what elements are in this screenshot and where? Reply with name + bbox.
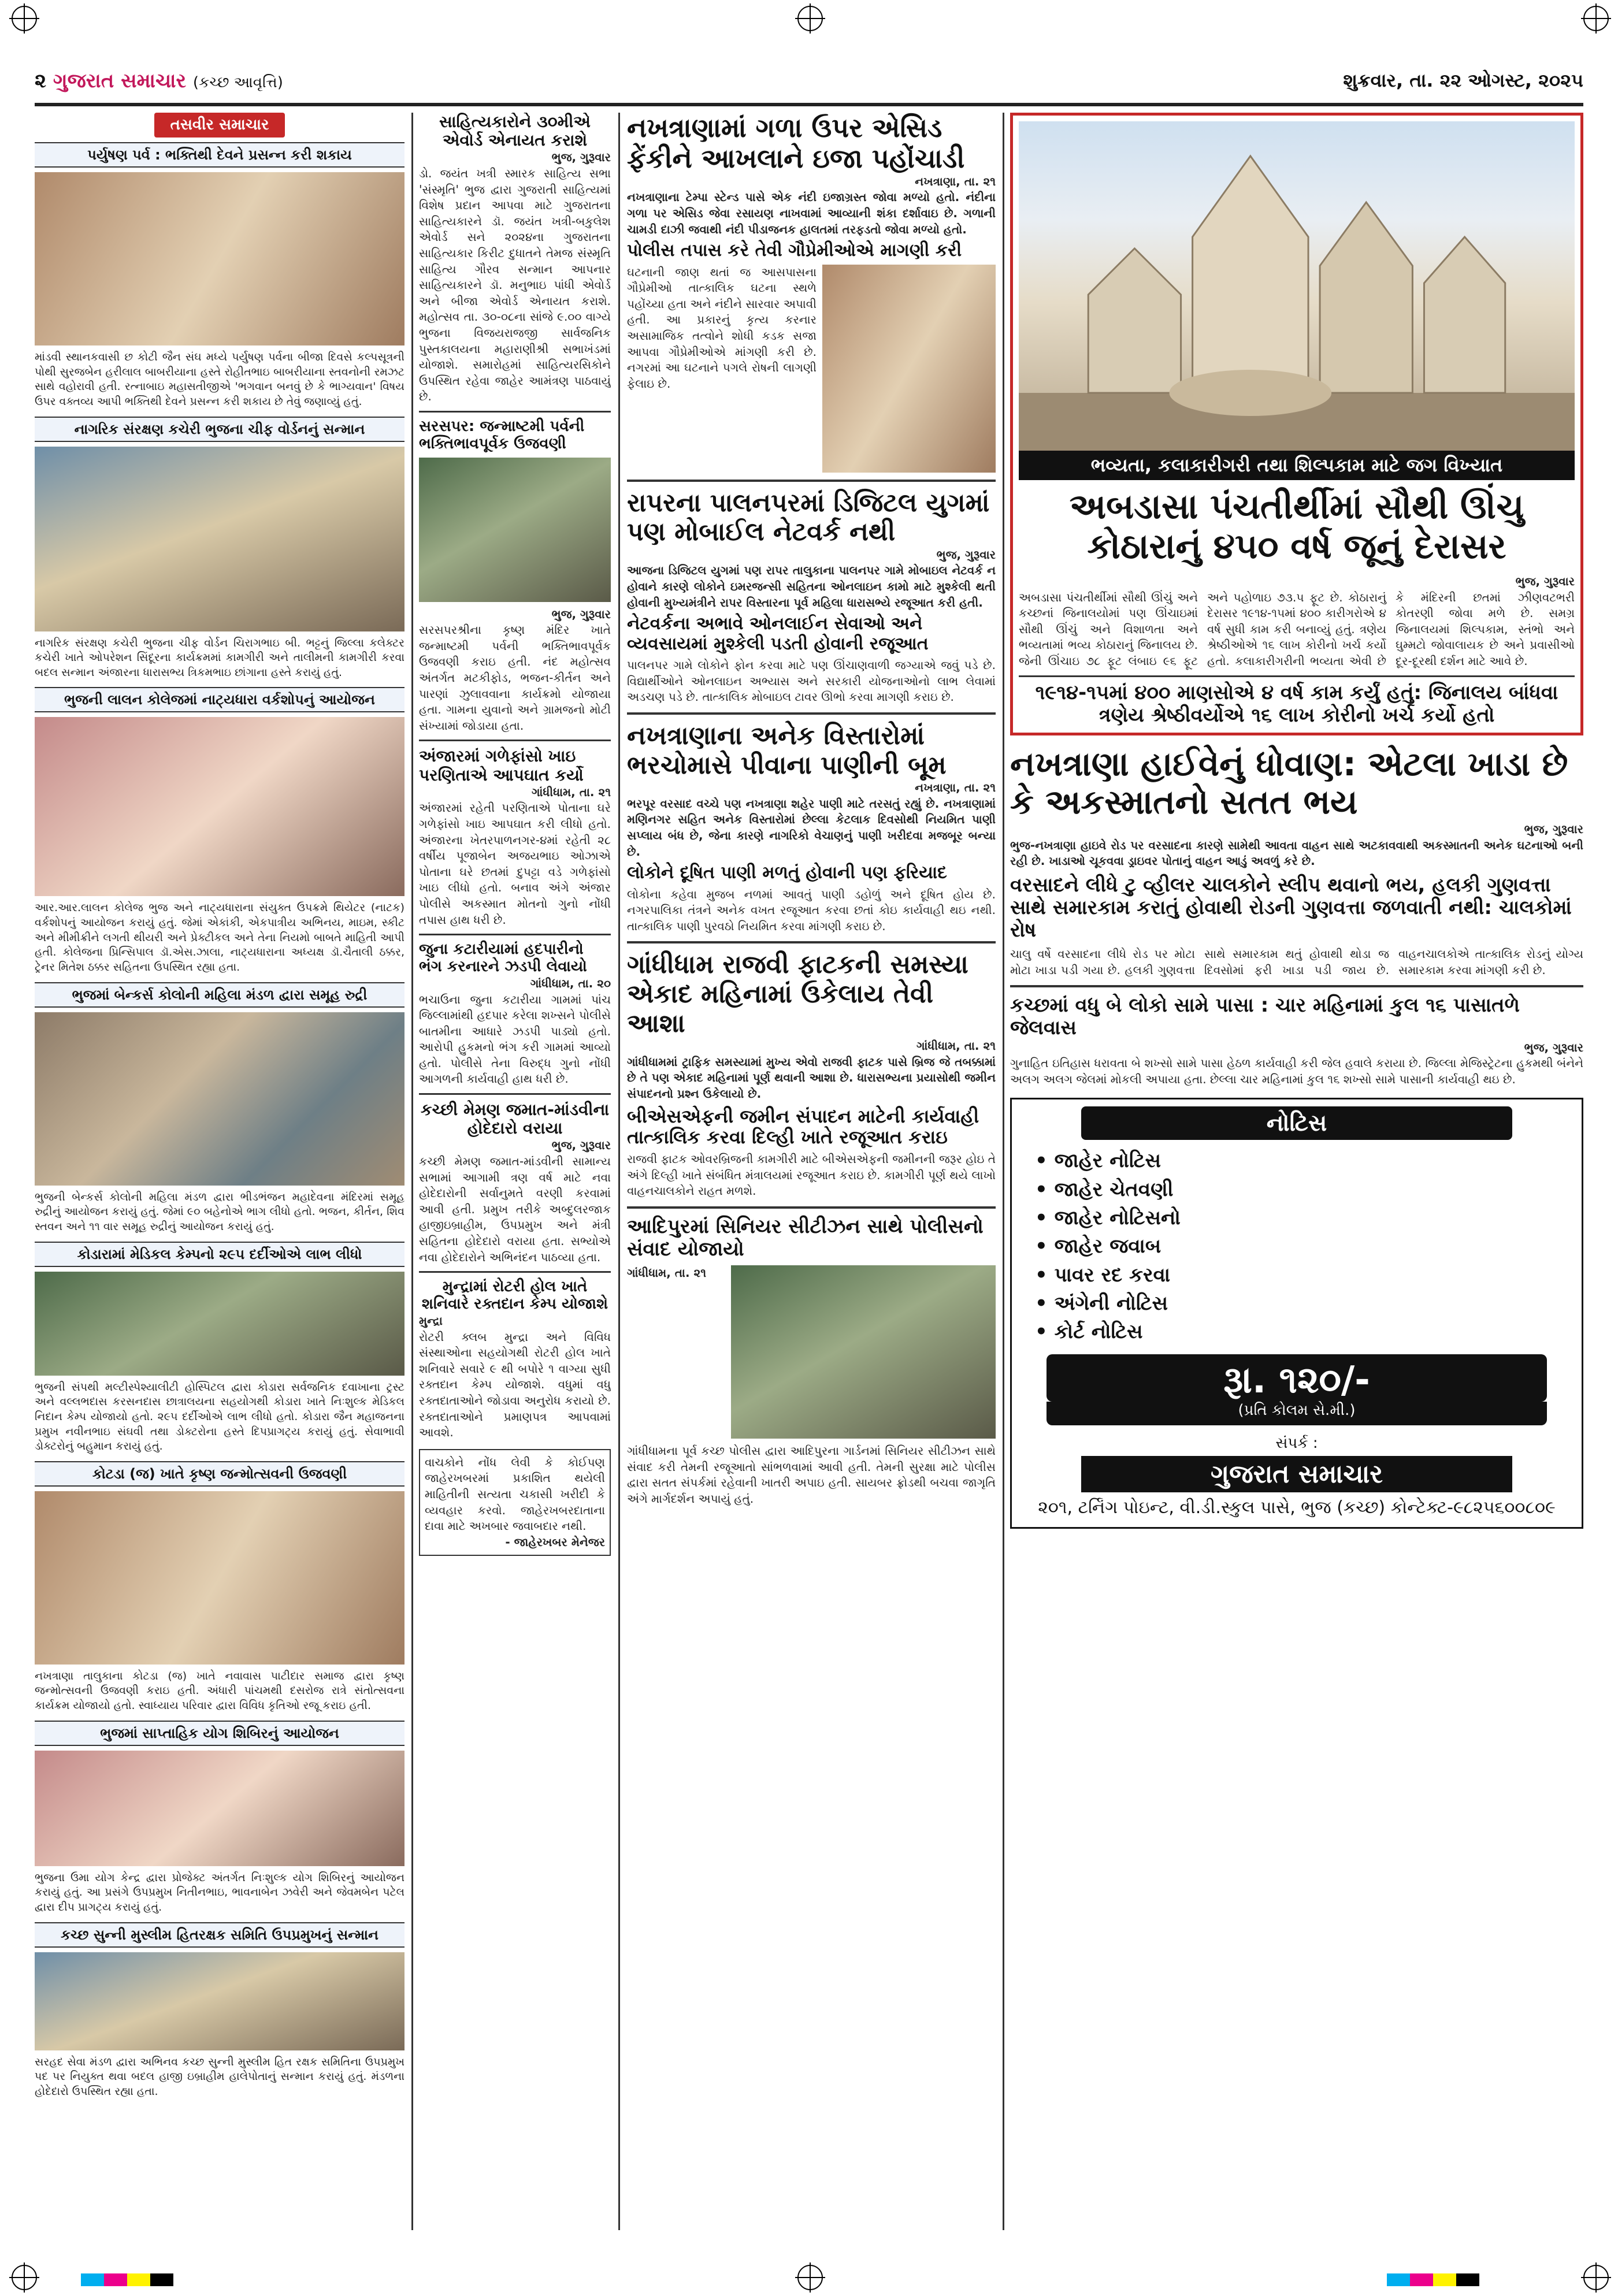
photo-caption: સરહદ સેવા મંડળ દ્વારા અભિનવ કચ્છ સુન્ની મુસ્લીમ હિત રક્ષક સમિતિના ઉપપ્રમુખ પદ પર નિયુક્ત થવા બદલ હાજી ઇબ્રાહીમ હાલેપોતાનું સન્માન કરાયું હતું. મંડળના હોદેદારો ઉપસ્થિત રહ્યા હતા. [35, 2055, 404, 2098]
photo-story [35, 142, 404, 410]
story-photo [35, 717, 404, 896]
meeting-photo [731, 1265, 996, 1439]
notice-heading: નોટિસ [1081, 1106, 1512, 1140]
article-water [627, 722, 996, 934]
notice-list [1012, 1147, 1582, 1346]
article-lead: નખત્રાણાના ટેમ્પા સ્ટેન્ડ પાસે એક નંદી ઇજાગ્રસ્ત જોવા મળ્યો હતો. નંદીના ગળા પર એસિડ જેવા રસાયણ નાખવામાં આવ્યાની શંકા દર્શાવાઇ છે. ગળાની ચામડી દાઝી જવાથી નંદી પીડાજનક હાલતમાં તરફડતો જોવા મળ્યો હતો. [627, 190, 996, 236]
headline: જુના કટારીયામાં હદપારીનો ભંગ કરનારને ઝડપી લેવાયો [419, 941, 587, 976]
story-photo [35, 1751, 404, 1866]
dateline: ભુજ, ગુરૂવાર [936, 547, 996, 562]
article-lead: ગાંધીધામમાં ટ્રાફિક સમસ્યામાં મુખ્ય એવો રાજવી ફાટક પાસે બ્રિજ જે તબક્કામાં છે તે પણ એકાદ મહિનામાં પૂર્ણ થવાની આશા છે. ધારાસભ્યના પ્રયાસોથી જમીન સંપાદનનો પ્રશ્ન ઉકેલાયો છે. [627, 1054, 996, 1101]
column-divider [618, 113, 620, 2230]
photo-story [35, 1721, 404, 1915]
temple-spire [1424, 237, 1505, 393]
photo-story-title: કચ્છ સુન્ની મુસ્લીમ હિતરક્ષક સમિતિ ઉપપ્રમુખનું સન્માન [35, 1922, 404, 1948]
article-body: ઘટનાની જાણ થતાં જ આસપાસના ગૌપ્રેમીઓ તાત્કાલિક ઘટના સ્થળે પહોંચ્યા હતા અને નંદીને સારવાર અપાવી હતી. આ પ્રકારનું કૃત્ય કરનાર અસામાજિક તત્વોને શોધી કડક સજા આપવા ગૌપ્રેમીઓએ માંગણી કરી છે. નગરમાં આ ઘટનાને પગલે રોષની લાગણી ફેલાઇ છે. [627, 265, 817, 391]
article-acid [627, 113, 996, 473]
dateline: ભુજ, ગુરૂવાર [1524, 1040, 1583, 1054]
article-adipur [627, 1216, 996, 1507]
article-juna-katariya [419, 941, 611, 1087]
story-photo [35, 1272, 404, 1376]
temple-dome [1170, 370, 1332, 416]
disclaimer-sign: - જાહેરખબર મેનેજર [505, 1535, 605, 1549]
color-bar [1387, 2273, 1479, 2288]
dateline: ગાંધીધામ, તા. ૨૧ [916, 1039, 996, 1053]
article-anjar [419, 747, 611, 928]
article-body: રાજવી ફાટક ઓવરબ્રિજની કામગીરી માટે બીએસએફની જમીનની જરૂર હોઇ તે અંગે દિલ્હી ખાતે સંબંધિત મંત્રાલયમાં રજૂઆત કરાઇ છે. કામગીરી પૂર્ણ થયે લાખો વાહનચાલકોને રાહત મળશે. [627, 1152, 996, 1198]
article-lead: ભુજ-નખત્રાણા હાઇવે રોડ પર વરસાદના કારણે સામેથી આવતા વાહન સાથે અટકાવવાથી અકસ્માતની અનેક ઘટનાઓ બની રહી છે. ખાડાઓ ચૂકવવા ડ્રાઇવર પોતાનું વાહન આડું અવળું કરે છે. [1010, 838, 1583, 868]
article-body: કચ્છી મેમણ જમાત-માંડવીની સામાન્ય સભામાં આગામી ત્રણ વર્ષ માટે નવા હોદેદારોની સર્વાનુમતે વરણી કરવામાં આવી હતી. પ્રમુખ તરીકે અબ્દુલરજાક હાજીઇબ્રાહીમ, ઉપપ્રમુખ અને મંત્રી સહિતના હોદેદારો વરાયા હતા. સભ્યોએ નવા હોદેદારોને અભિનંદન પાઠવ્યા હતા. [419, 1154, 611, 1264]
photo-caption: આર.આર.લાલન કોલેજ ભુજ અને નાટ્યધારાના સંયુક્ત ઉપક્રમે થિયેટર (નાટક) વર્કશોપનું આયોજન કરાયું હતું. જેમાં એકાંકી, એકપાત્રીય અભિનય, માઇમ, સ્કીટ અને મીમીક્રીને લગતી થીયરી અને પ્રેક્ટીકલ અને તેના નિયમો બાબતે માહિતી આપી હતી. કોલેજના પ્રિન્સિપાલ ડૉ.એસ.ઝાલા, નાટ્યધારાના અધ્યક્ષ ડૉ.ચૈતાલી ઠક્કર, ટ્રેનર મિતેશ ઠક્કર સહિતના ઉપસ્થિત રહ્યા હતા. [35, 901, 404, 974]
photo-caption: નખત્રાણા તાલુકાના કોટડા (જ) ખાતે નવાવાસ પાટીદાર સમાજ દ્વારા કૃષ્ણ જન્મોત્સવની ઉજવણી કરાઇ હતી. અંધારી પાંચમથી દસરોજ રાત્રે સંતોત્સવના કાર્યક્રમ યોજાયો હતો. સ્વાધ્યાય પરિવાર દ્વારા વિવિધ કૃતિઓ રજૂ કરાઇ હતી. [35, 1669, 404, 1712]
masthead-rule [35, 103, 1583, 106]
registration-mark [797, 2265, 823, 2290]
main-news-column [627, 113, 996, 2230]
article-body: લોકોના કહેવા મુજબ નળમાં આવતું પાણી ડહોળું અને દૂષિત હોય છે. નગરપાલિકા તંત્રને અનેક વખત રજૂઆત કરવા છતાં કોઇ કાર્યવાહી થઇ નથી. તાત્કાલિક પાણી પુરવઠો નિયમિત કરવા માંગણી કરાઇ છે. [627, 887, 996, 933]
photo-caption: ભુજના ઉમા યોગ કેન્દ્ર દ્વારા પ્રોજેક્ટ અંતર્ગત નિઃશુલ્ક યોગ શિબિરનું આયોજન કરાયું હતું. આ પ્રસંગે ઉપપ્રમુખ નિતીનભાઇ, ભાવનાબેન ઝવેરી અને જેવમબેન પટેલ દ્વારા દીપ પ્રાગટ્ય કરાયું હતું. [35, 1871, 404, 1914]
photo-story [35, 1242, 404, 1454]
headline: નખત્રાણા હાઈવેનું ધોવાણ: એટલા ખાડા છે કે અકસ્માતનો સતત ભય [1010, 744, 1568, 822]
article-gandhidham [627, 950, 996, 1199]
photo-story-title: કોટડા (જ) ખાતે કૃષ્ણ જન્મોત્સવની ઉજવણી [35, 1461, 404, 1487]
disclaimer-text: વાચકોને નોંધ લેવી કે કોઈપણ જાહેરખબરમાં પ્રકાશિત થયેલી માહિતીની સત્યતા ચકાસી ખરીદી કે વ્યવહાર કરવો. જાહેરખબરદાતાના દાવા માટે અખબાર જવાબદાર નથી. [425, 1455, 605, 1533]
dateline: નખત્રાણા, તા. ૨૧ [915, 174, 996, 188]
feature-footer: ૧૯૧૪-૧૫માં ૪૦૦ માણસોએ ૪ વર્ષ કામ કર્યું હતું: જિનાલય બાંધવા ત્રણેય શ્રેષ્ઠીવર્યોએ ૧૬ લાખ કોરીનો ખર્ચ કર્યો હતો [1019, 675, 1575, 727]
ad-brand: ગુજરાત સમાચાર [1081, 1456, 1512, 1492]
bull-photo [822, 265, 996, 473]
photo-story-title: ભુજમાં સાપ્તાહિક યોગ શિબિરનું આયોજન [35, 1721, 404, 1746]
photo-story [35, 1922, 404, 2100]
article-body: ભચાઉના જુના કટારીયા ગામમાં પાંચ જિલ્લામાંથી હદપાર કરેલા શખ્સને પોલીસે બાતમીના આધારે ઝડપી પાડ્યો હતો. આરોપી હુકમનો ભંગ કરી ગામમાં આવ્યો હતો. પોલીસે તેના વિરુદ્ધ ગુનો નોંધી આગળની કાર્યવાહી હાથ ધરી છે. [419, 992, 611, 1086]
ad-disclaimer [419, 1449, 611, 1556]
headline: કચ્છમાં વધુ બે લોકો સામે પાસા : ચાર મહિનામાં કુલ ૧૬ પાસાતળે જેલવાસ [1010, 994, 1520, 1040]
subheadline: બીએસએફની જમીન સંપાદન માટેની કાર્યવાહી તાત્કાલિક કરવા દિલ્હી ખાતે રજૂઆત કરાઇ [627, 1105, 979, 1149]
headline: સરસપર: જન્માષ્ટમી પર્વની ભક્તિભાવપૂર્વક ઉજવણી [419, 417, 585, 452]
section-label: તસવીર સમાચાર [154, 113, 285, 138]
registration-mark [12, 6, 37, 31]
story-photo [35, 1952, 404, 2050]
edition-label: (કચ્છ આવૃત્તિ) [192, 74, 283, 91]
article-memon [419, 1101, 611, 1265]
date-line: શુક્રવાર, તા. ૨૨ ઓગસ્ટ, ૨૦૨૫ [1343, 69, 1583, 91]
headline: રાપરના પાલનપરમાં ડિજિટલ યુગમાં પણ મોબાઈલ નેટવર્ક નથી [627, 488, 990, 547]
notice-item: • જાહેર નોટિસનો [1035, 1204, 1582, 1232]
color-bar [81, 2273, 173, 2288]
temple-spire [1320, 202, 1412, 393]
registration-mark [1583, 6, 1609, 31]
photo-caption: નાગરિક સંરક્ષણ કચેરી ભુજના ચીફ વોર્ડન ચિરાગભાઇ બી. ભટ્ટનું જિલ્લા કલેક્ટર કચેરી ખાતે ઓપરેશન સિંદૂરના કાર્યક્રમમાં કામગીરી અને તાલીમની કામગીરી કરવા બદલ સન્માન અંજારના ધારાસભ્ય ત્રિકમભાઇ છાંગાના હસ્તે કરાયું હતું. [35, 636, 404, 679]
dateline: ભુજ, ગુરૂવાર [1524, 822, 1583, 837]
ad-price: રૂા. ૧૨૦/- [1046, 1354, 1547, 1402]
subheadline: પોલીસ તપાસ કરે તેવી ગૌપ્રેમીઓએ માગણી કરી [627, 240, 962, 261]
article-body: પાલનપર ગામે લોકોને ફોન કરવા માટે પણ ઊંચાણવાળી જગ્યાએ જવું પડે છે. વિદ્યાર્થીઓને ઓનલાઇન અભ્યાસ અને સરકારી યોજનાઓનો લાભ લેવામાં અડચણ પડે છે. તાત્કાલિક મોબાઇલ ટાવર ઊભો કરવા માગણી કરાઇ છે. [627, 658, 996, 704]
kothara-feature [1010, 113, 1583, 735]
subheadline: વરસાદને લીધે ટુ વ્હીલર ચાલકોને સ્લીપ થવાનો ભય, હલકી ગુણવત્તા સાથે સમારકામ કરાતું હોવાથી રોડની ગુણવત્તા જળવાતી નથી: ચાલકોમાં રોષ [1010, 873, 1572, 942]
photo-story-title: પર્યુષણ પર્વ : ભક્તિથી દેવને પ્રસન્ન કરી શકાય [35, 142, 404, 168]
notice-item: • કોર્ટ નોટિસ [1035, 1318, 1582, 1346]
masthead [35, 69, 1583, 98]
temple-tagline: ભવ્યતા, કલાકારીગરી તથા શિલ્પકામ માટે જગ વિખ્યાત [1019, 451, 1575, 480]
feature-column [1010, 113, 1583, 2230]
photo-story-title: નાગરિક સંરક્ષણ કચેરી ભુજના ચીફ વોર્ડનનું સન્માન [35, 417, 404, 442]
headline: અંજારમાં ગળેફાંસો ખાઇ પરણિતાએ આપઘાત કર્યો [419, 746, 584, 785]
dateline: ગાંધીધામ, તા. ૨૧ [531, 785, 611, 799]
page-number: ૨ [35, 69, 46, 92]
subheadline: નેટવર્કના અભાવે ઓનલાઈન સેવાઓ અને વ્યવસાયમાં મુશ્કેલી પડતી હોવાની રજૂઆત [627, 614, 929, 654]
article-body: ગાંધીધામના પૂર્વ કચ્છ પોલીસ દ્વારા આદિપુરના ગાર્ડનમાં સિનિયર સીટીઝન સાથે સંવાદ કરી તેમની રજૂઆતો સાંભળવામાં આવી હતી. તેમની સુરક્ષા માટે પોલીસ દ્વારા સતત સંપર્કમાં રહેવાની ખાતરી અપાઇ હતી. સાયબર ફ્રોડથી બચવા જાગૃતિ અંગે માર્ગદર્શન અપાયું હતું. [627, 1444, 996, 1506]
story-photo [35, 172, 404, 345]
notice-item: • જાહેર નોટિસ [1035, 1147, 1582, 1175]
dateline: ગાંધીધામ, તા. ૨૦ [530, 976, 611, 990]
photo-caption: ભુજની બેન્કર્સ કોલોની મહિલા મંડળ દ્વારા ભીડભંજન મહાદેવના મંદિરમાં સમૂહ રુદ્રીનું આયોજન કરાયું હતું. જેમાં ૯૦ બહેનોએ ભાગ લીધો હતો. ભજન, કીર્તન, શિવ સ્તવન અને ૧૧ વાર સમૂહ રુદ્રીનું આયોજન કરાયું હતું. [35, 1190, 404, 1233]
article-lead: ભરપૂર વરસાદ વચ્ચે પણ નખત્રાણા શહેર પાણી માટે તરસતું રહ્યું છે. નખત્રાણામાં મણિનગર સહિત અનેક વિસ્તારોમાં છેલ્લા કેટલાક દિવસોથી નિયમિત પાણી સપ્લાય બંધ છે, જેના કારણે નાગરિકો વેચાણનું પાણી ખરીદવા મજબૂર બન્યા છે. [627, 796, 996, 859]
contact-label: સંપર્ક : [1275, 1435, 1318, 1452]
dateline: ભુજ, ગુરૂવાર [1515, 574, 1575, 588]
column-divider [411, 113, 413, 2230]
article-body: ગુનાહિત ઇતિહાસ ધરાવતા બે શખ્સો સામે પાસા હેઠળ કાર્યવાહી કરી જેલ હવાલે કરાયા છે. જિલ્લા મેજિસ્ટ્રેટના હુકમથી બંનેને અલગ અલગ જેલમાં મોકલી અપાયા હતા. છેલ્લા ચાર મહિનામાં કુલ ૧૬ શખ્સો સામે પાસાની કાર્યવાહી થઇ છે. [1010, 1056, 1583, 1086]
photo-story [35, 1461, 404, 1714]
brief-column [419, 113, 611, 2230]
registration-mark [12, 2265, 37, 2290]
article-lead: આજના ડિજિટલ યુગમાં પણ રાપર તાલુકાના પાલનપર ગામે મોબાઇલ નેટવર્ક ન હોવાને કારણે લોકોને ઇમરજન્સી સહિતના ઓનલાઇન કામો માટે મુશ્કેલી થતી હોવાની મુખ્યમંત્રીને રાપર વિસ્તારના પૂર્વ મહિલા ધારાસભ્યે રજૂઆત કરી હતી. [627, 563, 996, 610]
photo-story-title: ભુજની લાલન કોલેજમાં નાટ્યધારા વર્કશોપનું આયોજન [35, 687, 404, 712]
headline: ગાંધીધામ રાજવી ફાટકની સમસ્યા એકાદ મહિનામાં ઉકેલાય તેવી આશા [627, 950, 968, 1038]
temple-photo [1019, 121, 1575, 451]
temple-illustration [1019, 121, 1575, 451]
subheadline: લોકોને દૂષિત પાણી મળતું હોવાની પણ ફરિયાદ [627, 863, 947, 883]
tasveer-column [35, 113, 404, 2230]
headline: અબડાસા પંચતીર્થીમાં સૌથી ઊંચુ કોઠારાનું ૪૫૦ વર્ષ જૂનું દેરાસર [1069, 486, 1524, 567]
article-rapar [627, 489, 996, 705]
story-photo [419, 458, 611, 602]
article-sarsapar [419, 418, 611, 734]
dateline: મુન્દ્રા [419, 1313, 443, 1328]
notice-advertisement [1010, 1098, 1583, 1529]
article-body: સરસપરશ્રીના કૃષ્ણ મંદિર ખાતે જન્માષ્ટમી પર્વની ભક્તિભાવપૂર્વક ઉજવણી કરાઇ હતી. નંદ મહોત્સવ અંતર્ગત મટકીફોડ, ભજન-કીર્તન અને પારણાં ઝુલાવવાના કાર્યક્રમો યોજાયા હતા. ગામના યુવાનો અને ગ્રામજનો મોટી સંખ્યામાં જોડાયા હતા. [419, 623, 611, 733]
story-photo [35, 447, 404, 631]
ad-address: ૨૦૧, ટર્નિંગ પોઇન્ટ, વી.ડી.સ્કુલ પાસે, ભુજ (કચ્છ) કોન્ટેક્ટ-૯૮૨૫૬૦૦૮૦૯ [1038, 1498, 1556, 1518]
ad-price-unit: (પ્રતિ કોલમ સે.મી.) [1046, 1402, 1547, 1425]
dateline: નખત્રાણા, તા. ૨૧ [915, 781, 996, 795]
article-award [419, 113, 611, 405]
dateline: ભુજ, ગુરૂવાર [551, 1138, 611, 1153]
headline: નખત્રાણામાં ગળા ઉપર એસિડ ફેંકીને આખલાને ઇજા પહોંચાડી [627, 113, 965, 174]
article-body: અબડાસા પંચતીર્થીમાં સૌથી ઊંચું અને કચ્છનાં જિનાલયોમાં પણ ઊંચાઇમાં સૌથી ઊંચું અને વિશાળતા અને ભવ્યતામાં ભવ્ય કોઠારાનું જિનાલય છે. જેની ઊંચાઇ ૭૮ ફૂટ લંબાઇ ૯૬ ફૂટ અને પહોળાઇ ૭૩.૫ ફૂટ છે. કોઠારાનું દેરાસર ૧૯૧૪-૧૫માં ૪૦૦ કારીગરોએ ૪ વર્ષ સુધી કામ કરી બનાવ્યું હતું. ત્રણેય શ્રેષ્ઠીઓએ ૧૬ લાખ કોરીનો ખર્ચ કર્યો હતો. કલાકારીગરીની ભવ્યતા એવી છે કે મંદિરની છતમાં ઝીણવટભરી કોતરણી જોવા મળે છે. સમગ્ર જિનાલયમાં શિલ્પકામ, સ્તંભો અને ઘુમ્મટો જોવાલાયક છે અને પ્રવાસીઓ દૂર-દૂરથી દર્શન માટે આવે છે. [1019, 590, 1575, 668]
temple-spire [1088, 248, 1181, 393]
photo-story [35, 982, 404, 1235]
temple-spire [1193, 156, 1308, 393]
headline: સાહિત્યકારોને ૩૦મીએ એવોર્ડ એનાયત કરાશે [439, 113, 591, 150]
article-mundra [419, 1279, 611, 1441]
registration-mark [797, 6, 823, 31]
headline: મુન્દ્રામાં રોટરી હોલ ખાતે શનિવારે રક્તદાન કેમ્પ યોજાશે [421, 1278, 608, 1313]
headline: કચ્છી મેમણ જમાત-માંડવીના હોદેદારો વરાયા [420, 1100, 610, 1138]
article-highway [1010, 745, 1583, 979]
headline: આદિપુરમાં સિનિયર સીટીઝન સાથે પોલીસનો સંવાદ યોજાયો [627, 1214, 984, 1261]
article-body: રોટરી ક્લબ મુન્દ્રા અને વિવિધ સંસ્થાઓના સહયોગથી રોટરી હોલ ખાતે શનિવારે સવારે ૯ થી બપોરે ૧ વાગ્યા સુધી રક્તદાન કેમ્પ યોજાશે. વધુમાં વધુ રક્તદાતાઓને જોડાવા અનુરોધ કરાયો છે. રક્તદાતાઓને પ્રમાણપત્ર આપવામાં આવશે. [419, 1329, 611, 1440]
notice-item: • જાહેર જવાબ [1035, 1232, 1582, 1261]
notice-item: • પાવર રદ કરવા [1035, 1261, 1582, 1290]
dateline: ભુજ, ગુરૂવાર [551, 150, 611, 165]
column-divider [1003, 113, 1004, 2230]
photo-caption: ભુજની સંપથી મલ્ટીસ્પેશ્યાલીટી હોસ્પિટલ દ્વારા કોડારા સર્વજનિક દવાખાના ટ્રસ્ટ અને વલ્લભદાસ કરસનદાસ છાત્રાલયના સહયોગથી કોડારા ખાતે નિઃશુલ્ક મેડિકલ નિદાન કેમ્પ યોજાયો હતો. ૨૯૫ દર્દીઓએ લાભ લીધો હતો. કોડારા જૈન મહાજનના પ્રમુખ નવીનભાઇ સંઘવી તથા ડોક્ટરોના હસ્તે દિપપ્રાગટ્ય કરાયું હતું. સેવાભાવી ડોક્ટરોનું બહુમાન કરાયું હતું. [35, 1380, 404, 1453]
photo-caption: માંડવી સ્થાનકવાસી છ કોટી જૈન સંઘ મધ્યે પર્યુષણ પર્વના બીજા દિવસે કલ્પસૂત્રની પોથી સુરજબેન હરીલાલ બાબરીયાના હસ્તે રોહીતભાઇ બાબરીયાના સ્તવનોની રમઝટ સાથે વહોરાવી હતી. રત્નાબાઇ મહાસતીજીએ 'ભગવાન બનવું છે કે ભાગ્યવાન' વિષય ઉપર વક્તવ્ય આપી ભક્તિથી દેવને પ્રસન્ન કરી શકાય છે તેવું જણાવ્યું હતું. [35, 351, 404, 408]
story-photo [35, 1491, 404, 1665]
article-body: ડો. જયંત ખત્રી સ્મારક સાહિત્ય સભા 'સંસ્મૃતિ' ભુજ દ્વારા ગુજરાતી સાહિત્યમાં વિશેષ પ્રદાન આપવા માટે ગુજરાતના સાહિત્યકારને ડૉ. જયંત ખત્રી-બકુલેશ એવોર્ડ સને ૨૦૨૪ના ગુજરાતના સાહિત્યકાર કિરીટ દુધાતને તેમજ સંસ્મૃતિ સાહિત્ય ગૌરવ સન્માન આપનાર સાહિત્યકારને ડૉ. મનુભાઇ પાંધી એવોર્ડ અને બીજા એવોર્ડ એનાયત કરાશે. મહોત્સવ તા. ૩૦-૦૮ના સાંજે ૯.૦૦ વાગ્યે ભુજના વિજયરાજજી સાર્વજનિક પુસ્તકાલયના મહારાણીશ્રી સભાખંડમાં યોજાશે. સમારોહમાં સાહિત્યરસિકોને ઉપસ્થિત રહેવા જાહેર આમંત્રણ પાઠવાયું છે. [419, 166, 611, 404]
photo-story [35, 687, 404, 975]
photo-story-title: ભુજમાં બેન્કર્સ કોલોની મહિલા મંડળ દ્વારા સમૂહ રુદ્રી [35, 982, 404, 1008]
notice-item: • અંગેની નોટિસ [1035, 1290, 1582, 1318]
dateline: ભુજ, ગુરૂવાર [551, 607, 611, 621]
photo-story-title: કોડારામાં મેડિકલ કેમ્પનો ૨૯૫ દર્દીઓએ લાભ લીધો [35, 1242, 404, 1267]
registration-mark [1583, 2265, 1609, 2290]
photo-story [35, 417, 404, 681]
dateline: ગાંધીધામ, તા. ૨૧ [627, 1266, 707, 1280]
story-photo [35, 1012, 404, 1186]
article-body: ચાલુ વર્ષે વરસાદના લીધે રોડ પર મોટા મોટા ખાડા પડી ગયા છે. હલકી ગુણવત્તા સાથે સમારકામ થતું હોવાથી થોડા જ દિવસોમાં ફરી ખાડા પડી જાય છે. વાહનચાલકોએ તાત્કાલિક રોડનું યોગ્ય સમારકામ કરવા માંગણી કરી છે. [1010, 947, 1583, 977]
paper-name: ગુજરાત સમાચાર [53, 69, 187, 92]
headline: નખત્રાણાના અનેક વિસ્તારોમાં ભરચોમાસે પીવાના પાણીની બૂમ [627, 721, 947, 780]
masthead-left [35, 69, 283, 92]
article-pasa [1010, 994, 1583, 1087]
article-body: અંજારમાં રહેતી પરણિતાએ પોતાના ઘરે ગળેફાંસો ખાઇ આપઘાત કરી લીધો હતો. અંજારના ખેતરપાળનગર-૪માં રહેતી ૨૮ વર્ષીય પૂજાબેન અજયભાઇ ઓઝાએ પોતાના ઘરે છતમાં દુપટ્ટા વડે ગળેફાંસો ખાઇ લીધો હતો. બનાવ અંગે અંજાર પોલીસે અકસ્માત મોતનો ગુનો નોંધી તપાસ હાથ ધરી છે. [419, 801, 611, 927]
notice-item: • જાહેર ચેતવણી [1035, 1176, 1582, 1204]
